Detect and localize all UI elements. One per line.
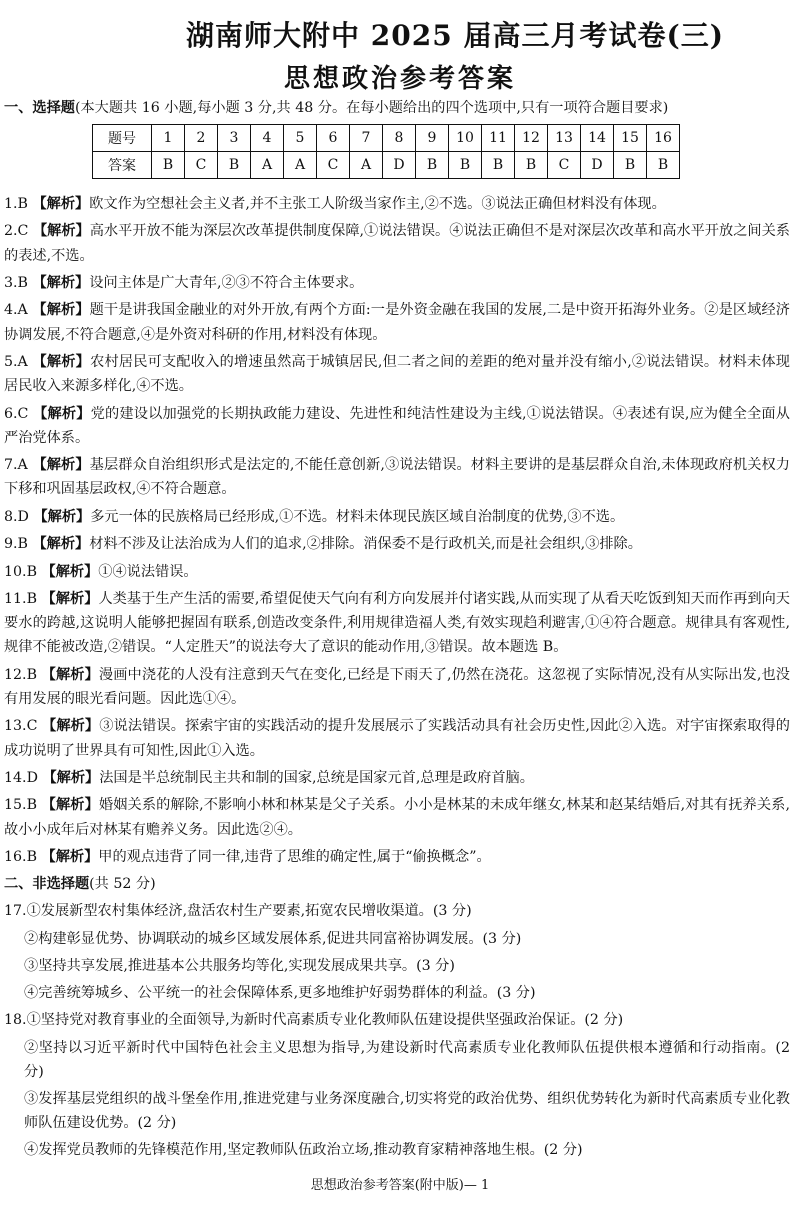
item-number: 9.B <box>4 536 28 553</box>
question-number: 6 <box>317 125 350 152</box>
answer-cell: B <box>515 152 548 179</box>
explanation-item <box>4 298 790 346</box>
explanation-text: 材料不涉及让法治成为人们的追求,②排除。消保委不是行政机关,而是社会组织,③排除。 <box>89 536 642 553</box>
question-number: 11 <box>482 125 515 152</box>
explanation-item <box>4 714 790 762</box>
item-number: 3.B <box>4 274 28 291</box>
explanation-item <box>4 271 790 295</box>
analysis-tag: 【解析】 <box>32 223 90 240</box>
explanation-item <box>4 192 790 216</box>
analysis-tag: 【解析】 <box>33 405 91 422</box>
q17-point: ③坚持共享发展,推进基本公共服务均等化,实现发展成果共享。(3 分) <box>24 957 455 974</box>
analysis-tag: 【解析】 <box>32 302 90 319</box>
item-number: 13.C <box>4 718 38 735</box>
q17-point: 17.①发展新型农村集体经济,盘活农村生产要素,拓宽农民增收渠道。(3 分) <box>4 903 472 920</box>
q18-point: ②坚持以习近平新时代中国特色社会主义思想为指导,为建设新时代高素质专业化教师队伍提供根本遵循和行动指南。(2 分) <box>24 1039 790 1080</box>
explanation-text: 多元一体的民族格局已经形成,①不选。材料未体现民族区域自治制度的优势,③不选。 <box>90 508 625 525</box>
explanation-text: 婚姻关系的解除,不影响小林和林某是父子关系。小小是林某的未成年继女,林某和赵某结婚后,对其有抚养关系,故小小成年后对林某有赡养义务。因此选②④。 <box>4 797 790 838</box>
item-number: 15.B <box>4 797 37 814</box>
answer-subtitle: 思想政治参考答案 <box>283 64 516 94</box>
explanation-text: 人类基于生产生活的需要,希望促使天气向有利方向发展并付诸实践,从而实现了从看天吃饭到知天而作再到向天要水的跨越,这说明人能够把握固有联系,创造改变条件,利用规律造福人类,有效实现趋利避害,①④符合题意。规律具有客观性,规律不能被改造,②错误。“人定胜天”的说法夸大了意识的能动作用,③错误。故本题选 B。 <box>4 590 790 656</box>
explanation-text: 法国是半总统制民主共和制的国家,总统是国家元首,总理是政府首脑。 <box>99 769 534 786</box>
page-footer: 思想政治参考答案(附中版)— 1 <box>310 1178 490 1193</box>
item-number: 7.A <box>4 457 28 474</box>
explanation-text: 基层群众自治组织形式是法定的,不能任意创新,③说法错误。材料主要讲的是基层群众自治,未体现政府机关权力下移和巩固基层政权,④不符合题意。 <box>4 457 790 498</box>
q18-point: ③发挥基层党组织的战斗堡垒作用,推进党建与业务深度融合,切实将党的政治优势、组织优势转化为新时代高素质专业化教师队伍建设优势。(2 分) <box>24 1090 790 1132</box>
question-number: 7 <box>350 125 383 152</box>
analysis-tag: 【解析】 <box>41 590 99 607</box>
answer-cell: A <box>350 152 383 179</box>
explanation-text: 设问主体是广大青年,②③不符合主体要求。 <box>89 274 364 291</box>
answer-cell: C <box>548 152 581 179</box>
item-number: 2.C <box>4 223 29 240</box>
item-number: 8.D <box>4 508 29 525</box>
section2-title: 二、非选择题 <box>4 876 90 893</box>
answer-table-answer-label: 答案 <box>93 152 152 179</box>
question-number: 10 <box>449 125 482 152</box>
item-number: 16.B <box>4 848 37 865</box>
question-number: 13 <box>548 125 581 152</box>
analysis-tag: 【解析】 <box>33 508 91 525</box>
answer-cell: A <box>251 152 284 179</box>
question-number: 8 <box>383 125 416 152</box>
explanation-item <box>4 219 790 267</box>
explanation-text: 漫画中浇花的人没有注意到天气在变化,已经是下雨天了,仍然在浇花。这忽视了实际情况,没有从实际出发,也没有用发展的眼光看问题。因此选①④。 <box>4 666 790 707</box>
answer-table-answer-row <box>93 152 680 179</box>
exam-title: 湖南师大附中 2025 届高三月考试卷(三) <box>186 19 724 52</box>
analysis-tag: 【解析】 <box>32 457 90 474</box>
answer-cell: B <box>614 152 647 179</box>
section2-heading <box>4 872 790 896</box>
explanation-text: 农村居民可支配收入的增速虽然高于城镇居民,但二者之间的差距的绝对量并没有缩小,②说法错误。材料未体现居民收入来源多样化,④不选。 <box>4 353 790 395</box>
answer-cell: B <box>416 152 449 179</box>
q18-point: ④发挥党员教师的先锋模范作用,坚定教师队伍政治立场,推动教育家精神落地生根。(2 分) <box>24 1142 583 1159</box>
explanation-text: ①④说法错误。 <box>98 563 198 580</box>
explanation-item <box>4 350 790 398</box>
question-number: 9 <box>416 125 449 152</box>
explanation-text: 欧文作为空想社会主义者,并不主张工人阶级当家作主,②不选。③说法正确但材料没有体现。 <box>89 196 666 212</box>
explanation-item <box>4 402 790 450</box>
q17-point: ④完善统筹城乡、公平统一的社会保障体系,更多地维护好弱势群体的利益。(3 分) <box>24 985 536 1002</box>
explanation-item <box>4 532 790 556</box>
section2-desc: (共 52 分) <box>89 876 156 893</box>
explanation-text: 党的建设以加强党的长期执政能力建设、先进性和纯洁性建设为主线,①说法错误。④表述有误,应为健全全面从严治党体系。 <box>4 405 790 446</box>
answer-cell: B <box>482 152 515 179</box>
answer-cell: B <box>647 152 680 179</box>
explanation-item <box>4 845 790 869</box>
question-number: 4 <box>251 125 284 152</box>
answer-table <box>92 124 680 179</box>
analysis-tag: 【解析】 <box>42 718 100 735</box>
answer-table-number-label: 题号 <box>93 125 152 152</box>
explanation-item <box>4 560 790 584</box>
analysis-tag: 【解析】 <box>32 353 91 370</box>
analysis-tag: 【解析】 <box>42 769 100 786</box>
answer-cell: D <box>383 152 416 179</box>
analysis-tag: 【解析】 <box>41 797 99 814</box>
item-number: 4.A <box>4 302 28 319</box>
question-number: 15 <box>614 125 647 152</box>
section1-heading <box>4 97 668 117</box>
answer-table-number-row <box>93 125 680 152</box>
item-number: 10.B <box>4 563 37 580</box>
item-number: 5.A <box>4 353 28 370</box>
question-number: 14 <box>581 125 614 152</box>
explanation-text: 甲的观点违背了同一律,违背了思维的确定性,属于“偷换概念”。 <box>98 848 491 865</box>
q18-point: 18.①坚持党对教育事业的全面领导,为新时代高素质专业化教师队伍建设提供坚强政治保证。(2 分) <box>4 1012 624 1029</box>
question-number: 2 <box>185 125 218 152</box>
explanation-item <box>4 793 790 841</box>
analysis-tag: 【解析】 <box>41 848 99 865</box>
item-number: 14.D <box>4 769 38 786</box>
question-number: 3 <box>218 125 251 152</box>
answer-cell: B <box>218 152 251 179</box>
question-number: 16 <box>647 125 680 152</box>
explanation-item <box>4 453 790 501</box>
section1-desc: (本大题共 16 小题,每小题 3 分,共 48 分。在每小题给出的四个选项中,只有一项符合题目要求) <box>74 100 669 116</box>
answer-cell: C <box>185 152 218 179</box>
explanation-text: 题干是讲我国金融业的对外开放,有两个方面:一是外资金融在我国的发展,二是中资开拓海外业务。②是区域经济协调发展,不符合题意,④是外资对科研的作用,材料没有体现。 <box>4 302 790 343</box>
item-number: 11.B <box>4 590 37 607</box>
question-number: 5 <box>284 125 317 152</box>
analysis-tag: 【解析】 <box>41 666 99 683</box>
item-number: 6.C <box>4 405 29 422</box>
item-number: 12.B <box>4 666 37 683</box>
explanation-item <box>4 766 790 790</box>
explanation-item <box>4 663 790 711</box>
explanation-text: ③说法错误。探索宇宙的实践活动的提升发展展示了实践活动具有社会历史性,因此②入选。对宇宙探索取得的成功说明了世界具有可知性,因此①入选。 <box>4 718 790 759</box>
item-number: 1.B <box>4 196 28 212</box>
explanation-text: 高水平开放不能为深层次改革提供制度保障,①说法错误。④说法正确但不是对深层次改革和高水平开放之间关系的表述,不选。 <box>4 223 790 264</box>
answer-cell: A <box>284 152 317 179</box>
answer-cell: C <box>317 152 350 179</box>
answer-body <box>4 192 790 1166</box>
q17-point: ②构建彰显优势、协调联动的城乡区域发展体系,促进共同富裕协调发展。(3 分) <box>24 930 522 947</box>
explanation-item <box>4 505 790 529</box>
analysis-tag: 【解析】 <box>32 196 90 212</box>
analysis-tag: 【解析】 <box>32 536 90 553</box>
answer-cell: D <box>581 152 614 179</box>
explanation-item <box>4 587 790 660</box>
question-number: 1 <box>152 125 185 152</box>
analysis-tag: 【解析】 <box>32 274 90 291</box>
analysis-tag: 【解析】 <box>41 563 99 580</box>
section1-title: 一、选择题 <box>4 100 75 116</box>
answer-cell: B <box>449 152 482 179</box>
question-number: 12 <box>515 125 548 152</box>
answer-cell: B <box>152 152 185 179</box>
